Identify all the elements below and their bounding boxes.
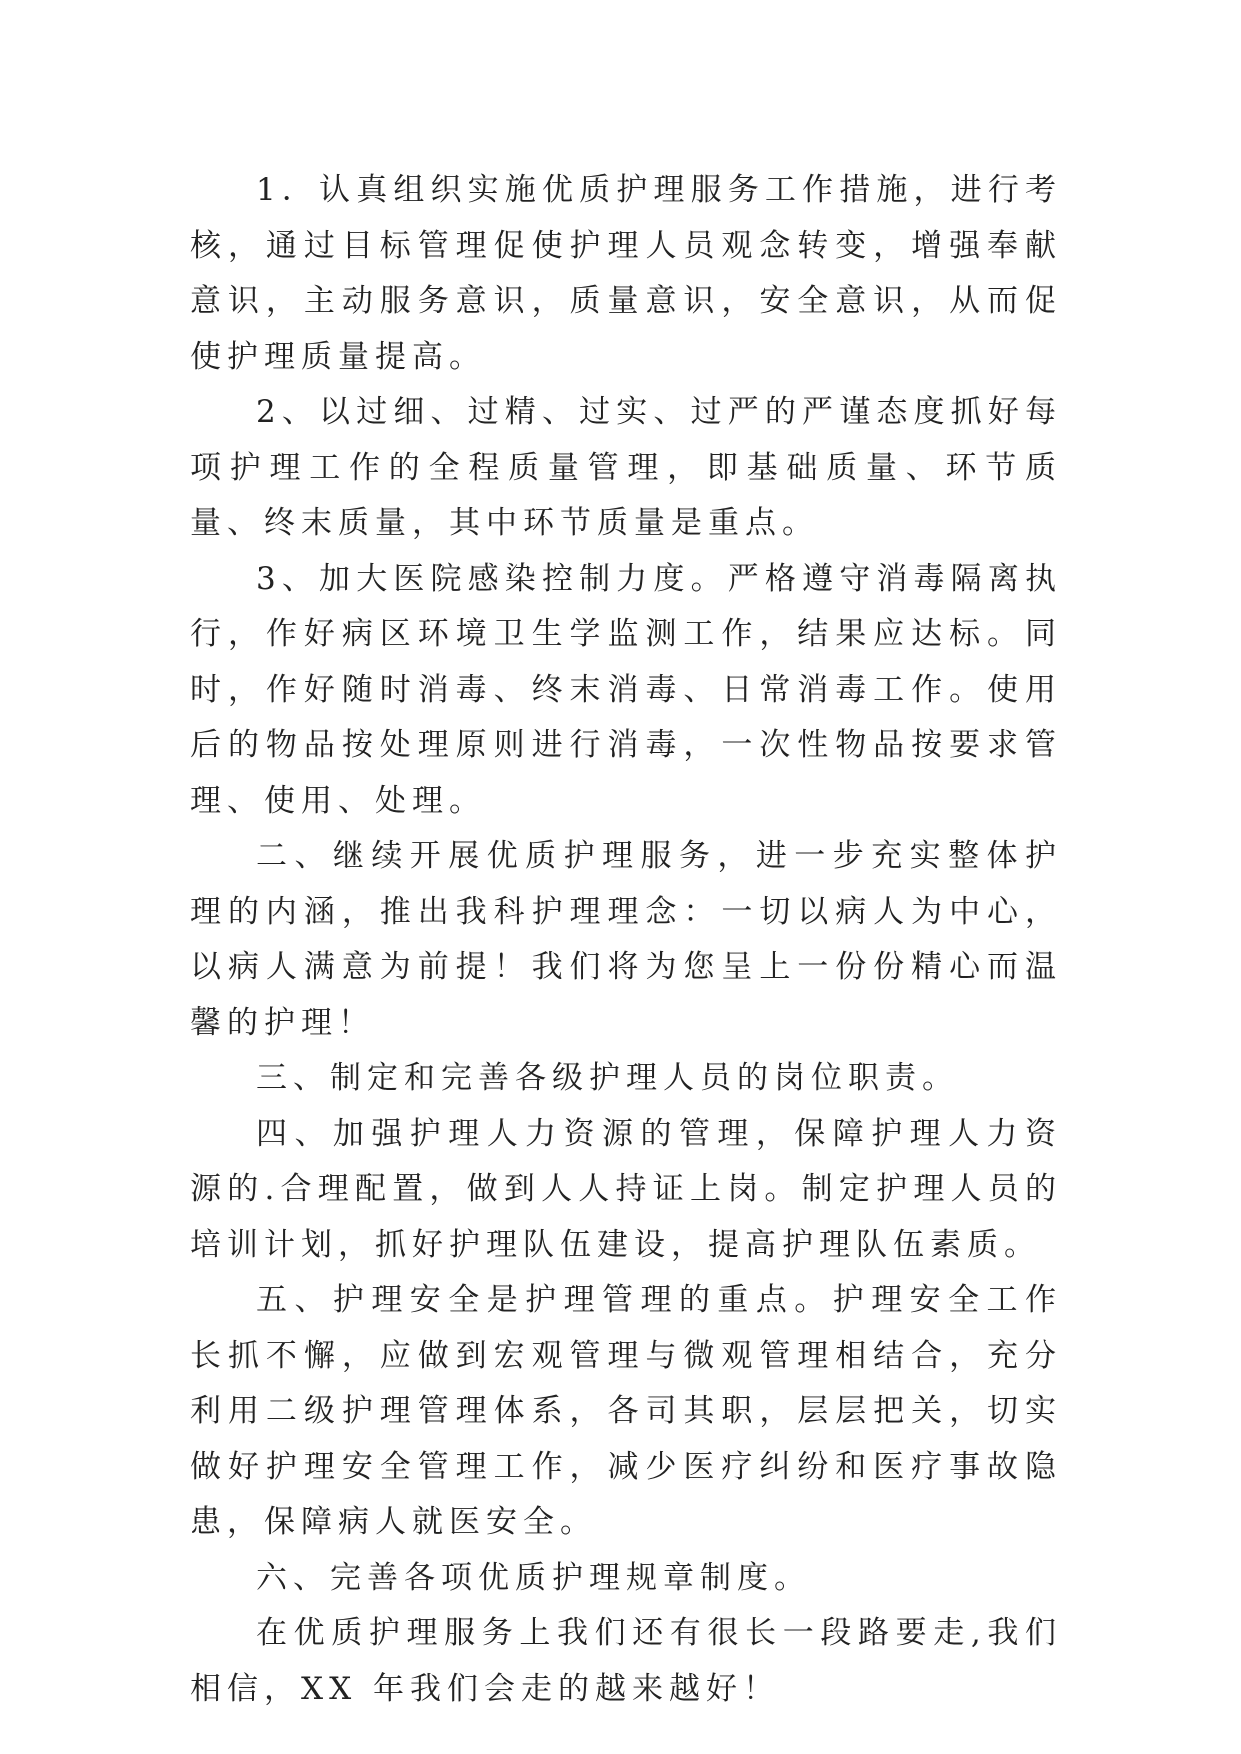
- paragraph-5: 三、制定和完善各级护理人员的岗位职责。: [256, 1060, 959, 1096]
- paragraph-1: 1．认真组织实施优质护理服务工作措施，进行考核，通过目标管理促使护理人员观念转变，增强奉献意识，主动服务意识，质量意识，安全意识，从而促使护理质量提高。: [190, 172, 1062, 375]
- paragraph-4: 二、继续开展优质护理服务，进一步充实整体护理的内涵，推出我科护理理念：一切以病人为中心，以病人满意为前提！我们将为您呈上一份份精心而温馨的护理！: [190, 838, 1062, 1041]
- paragraph-9: 在优质护理服务上我们还有很长一段路要走,我们相信，XX 年我们会走的越来越好！: [190, 1615, 1062, 1707]
- paragraph-2: 2、以过细、过精、过实、过严的严谨态度抓好每项护理工作的全程质量管理，即基础质量、环节质量、终末质量，其中环节质量是重点。: [190, 394, 1062, 541]
- paragraph-6: 四、加强护理人力资源的管理，保障护理人力资源的.合理配置，做到人人持证上岗。制定护理人员的培训计划，抓好护理队伍建设，提高护理队伍素质。: [190, 1115, 1062, 1263]
- paragraph-3: 3、加大医院感染控制力度。严格遵守消毒隔离执行，作好病区环境卫生学监测工作，结果应达标。同时，作好随时消毒、终末消毒、日常消毒工作。使用后的物品按处理原则进行消毒，一次性物品按要求管理、使用、处理。: [190, 560, 1062, 819]
- paragraph-7: 五、护理安全是护理管理的重点。护理安全工作长抓不懈，应做到宏观管理与微观管理相结合，充分利用二级护理管理体系，各司其职，层层把关，切实做好护理安全管理工作，减少医疗纠纷和医疗事故隐患，保障病人就医安全。: [190, 1282, 1062, 1540]
- document-body: [190, 163, 1062, 1717]
- paragraph-8: 六、完善各项优质护理规章制度。: [256, 1559, 811, 1596]
